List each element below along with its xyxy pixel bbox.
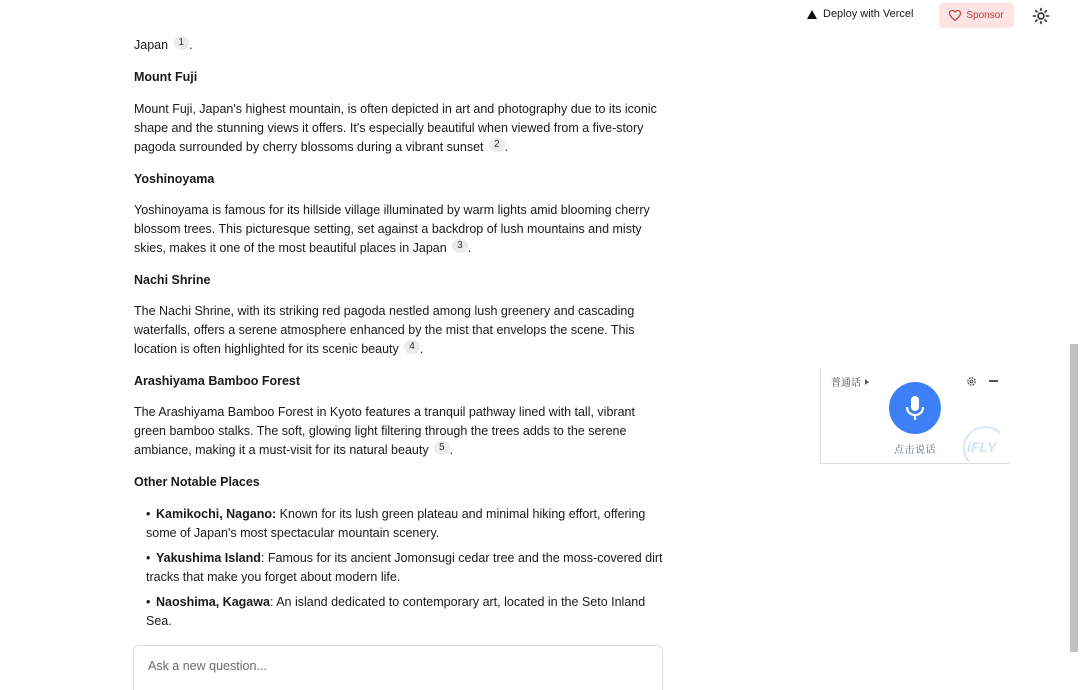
microphone-icon <box>904 395 926 421</box>
bullet-dot: • <box>146 507 151 521</box>
section-paragraph: The Arashiyama Bamboo Forest in Kyoto features a tranquil pathway lined with tall, vibrant green bamboo stalks. The soft, glowing light filtering through the trees adds to the serene ambiance, making it a must-visit for its natural beauty 5 . <box>134 405 635 457</box>
ask-question-box <box>133 645 663 690</box>
bullet-dot: • <box>146 551 151 565</box>
section-paragraph: Yoshinoyama is famous for its hillside village illuminated by warm lights amid blooming cherry blossom trees. This picturesque setting, set against a backdrop of lush mountains and misty skies, makes it one of the most beautiful places in Japan 3 . <box>134 203 650 255</box>
notable-places-list <box>146 505 666 637</box>
section-paragraph: Mount Fuji, Japan's highest mountain, is often depicted in art and photography due to its iconic shape and the stunning views it offers. It's especially beautiful when viewed from a five-story pagoda surrounded by cherry blossoms during a vibrant sunset 2 . <box>134 102 657 154</box>
list-item: • Kamikochi, Nagano: Known for its lush green plateau and minimal hiking effort, offering some of Japan's most spectacular mountain scenery. <box>146 507 646 540</box>
citation-badge[interactable]: 1 <box>174 36 190 50</box>
citation-badge[interactable]: 2 <box>489 138 505 152</box>
settings-gear-icon[interactable] <box>966 376 977 387</box>
caret-right-icon <box>865 379 869 385</box>
deploy-label: Deploy with Vercel <box>823 8 914 20</box>
microphone-button[interactable] <box>889 382 941 434</box>
vercel-triangle-icon <box>807 10 817 19</box>
scrollbar-thumb[interactable] <box>1070 344 1078 652</box>
citation-badge[interactable]: 5 <box>434 441 450 455</box>
citation-badge[interactable]: 3 <box>452 239 468 253</box>
list-item: • Yakushima Island: Famous for its ancient Jomonsugi cedar tree and the moss-covered dirt tracks that make you forget about modern life. <box>146 551 663 584</box>
section-paragraph: The Nachi Shrine, with its striking red pagoda nestled among lush greenery and cascading waterfalls, offers a serene atmosphere enhanced by the mist that envelops the scene. This location is often highlighted for its scenic beauty 4 . <box>134 304 635 356</box>
sponsor-label: Sponsor <box>966 10 1004 21</box>
section-title: Mount Fuji <box>134 70 198 84</box>
language-label: 普通话 <box>831 378 861 389</box>
deploy-with-vercel-button[interactable] <box>807 8 914 20</box>
citation-badge[interactable]: 4 <box>404 340 420 354</box>
bullet-dot: • <box>146 595 151 609</box>
section-title: Arashiyama Bamboo Forest <box>134 374 301 388</box>
ask-question-input[interactable] <box>146 658 650 674</box>
ifly-watermark: iFLY <box>961 426 1011 462</box>
minimize-icon[interactable] <box>989 380 998 382</box>
section-title: Other Notable Places <box>134 475 260 489</box>
list-item: • Naoshima, Kagawa: An island dedicated to contemporary art, located in the Seto Inland Sea. <box>146 595 646 628</box>
voice-input-widget <box>820 368 1009 464</box>
section-title: Yoshinoyama <box>134 172 215 186</box>
section-title: Nachi Shrine <box>134 273 211 287</box>
heart-icon <box>949 10 961 21</box>
page-scrollbar[interactable] <box>1068 0 1080 690</box>
sun-icon <box>1032 7 1050 25</box>
theme-toggle-button[interactable] <box>1032 7 1050 25</box>
language-selector[interactable] <box>831 374 869 389</box>
sponsor-button[interactable] <box>939 3 1014 28</box>
voice-hint-text: 点击说话 <box>894 445 936 456</box>
partial-paragraph: Japan 1 . <box>134 37 193 52</box>
